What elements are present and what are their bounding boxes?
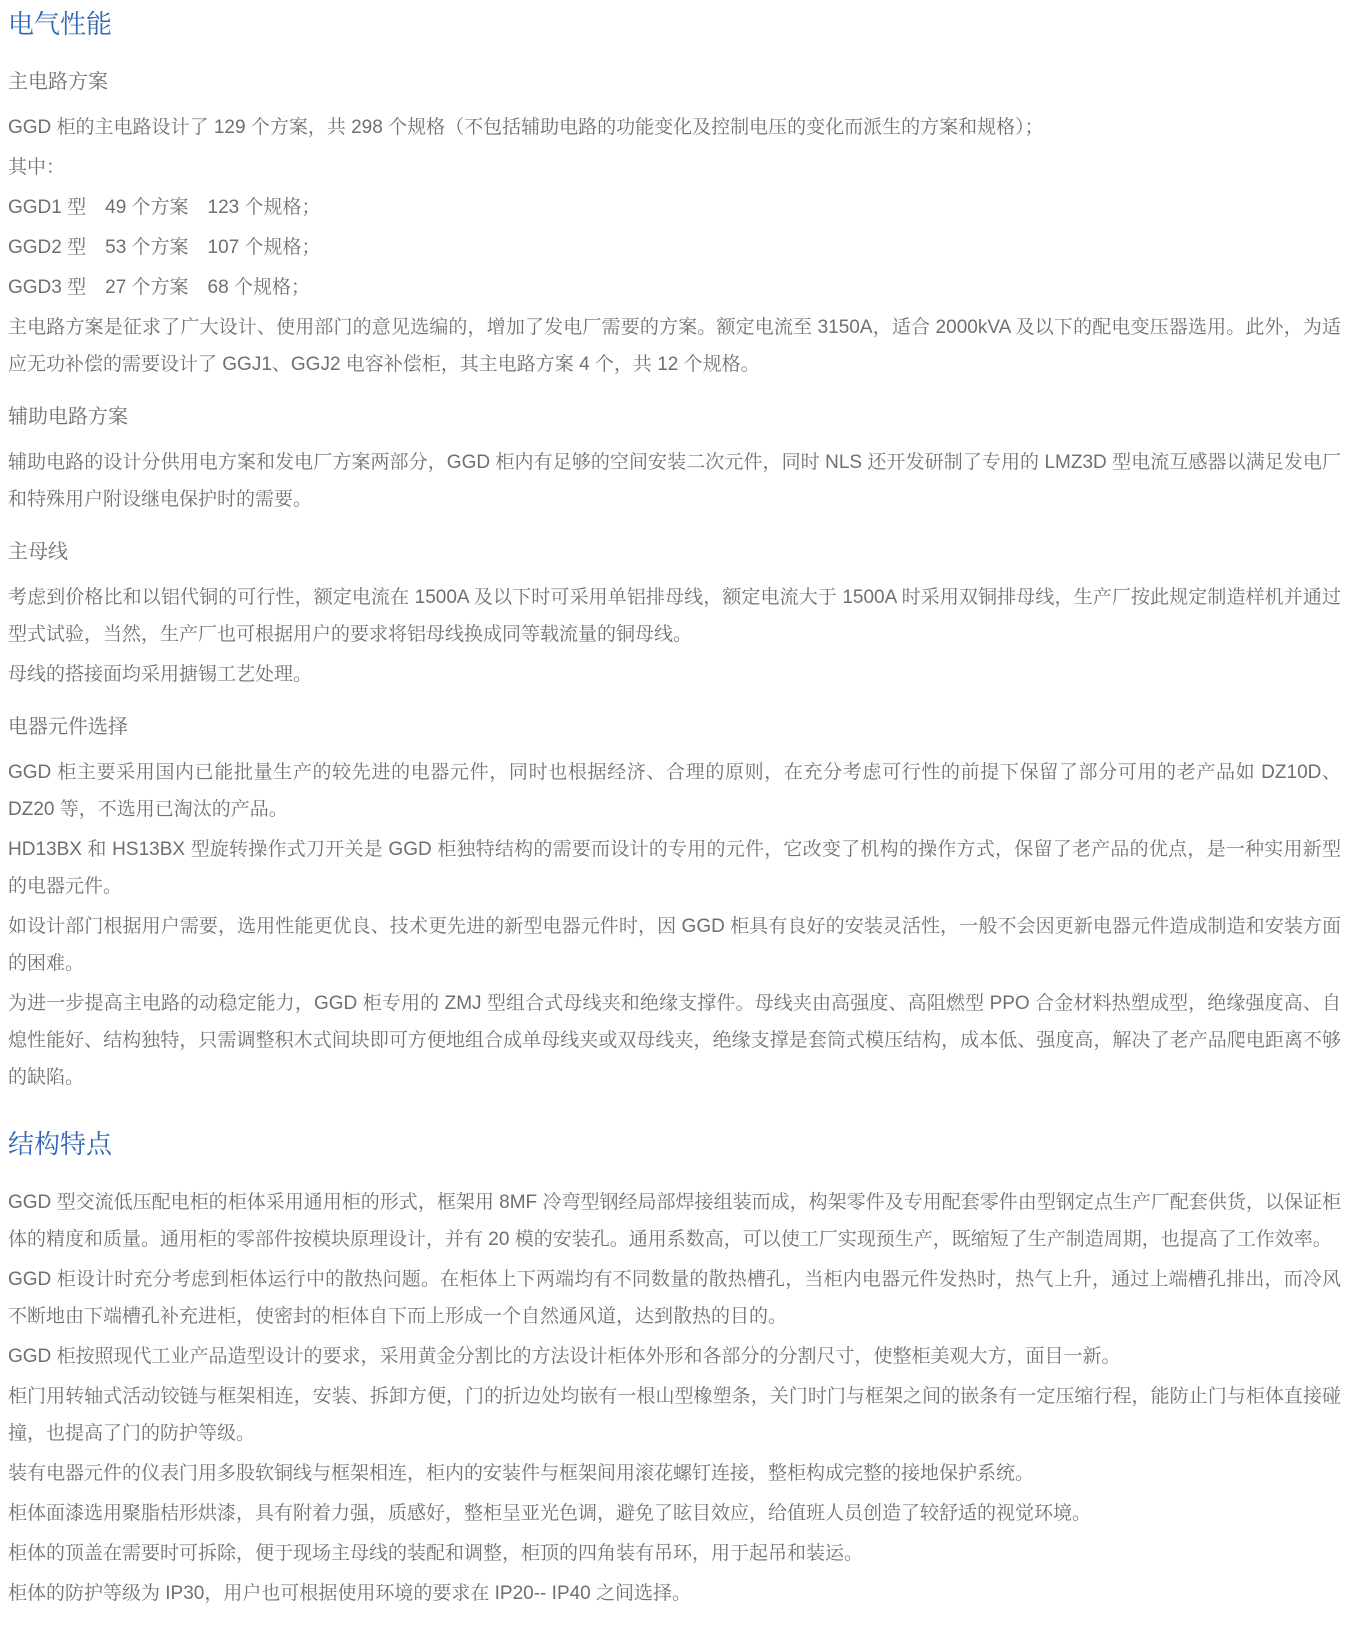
- paragraph: GGD1 型 49 个方案 123 个规格；: [8, 197, 321, 218]
- paragraph: 柜体面漆选用聚脂桔形烘漆，具有附着力强，质感好，整柜呈亚光色调，避免了眩目效应，给值班人员创造了较舒适的视觉环境。: [8, 1503, 1092, 1524]
- paragraph: HD13BX 和 HS13BX 型旋转操作式刀开关是 GGD 柜独特结构的需要而设计的专用的元件，它改变了机构的操作方式，保留了老产品的优点，是一种实用新型的电器元件。: [8, 839, 1341, 897]
- paragraph: 考虑到价格比和以铝代铜的可行性，额定电流在 1500A 及以下时可采用单铝排母线，额定电流大于 1500A 时采用双铜排母线，生产厂按此规定制造样机并通过型式试验，当然，生产厂也可根据用户的要求将铝母线换成同等载流量的铜母线。: [8, 587, 1341, 645]
- paragraph: GGD 柜设计时充分考虑到柜体运行中的散热问题。在柜体上下两端均有不同数量的散热槽孔，当柜内电器元件发热时，热气上升，通过上端槽孔排出，而冷风不断地由下端槽孔补充进柜，使密封的柜体自下而上形成一个自然通风道，达到散热的目的。: [8, 1269, 1341, 1327]
- paragraph: 装有电器元件的仪表门用多股软铜线与框架相连，柜内的安装件与框架间用滚花螺钉连接，整柜构成完整的接地保护系统。: [8, 1463, 1035, 1484]
- paragraph: GGD 柜按照现代工业产品造型设计的要求，采用黄金分割比的方法设计柜体外形和各部分的分割尺寸，使整柜美观大方，面目一新。: [8, 1346, 1121, 1367]
- paragraph: 柜体的防护等级为 IP30，用户也可根据使用环境的要求在 IP20-- IP40 之间选择。: [8, 1583, 692, 1604]
- paragraph: 为进一步提高主电路的动稳定能力，GGD 柜专用的 ZMJ 型组合式母线夹和绝缘支撑件。母线夹由高强度、高阻燃型 PPO 合金材料热塑成型，绝缘强度高、自熄性能好、结构独特，只需调整积木式间块即可方便地组合成单母线夹或双母线夹，绝缘支撑是套筒式模压结构，成本低、强度高，解决了老产品爬电距离不够的缺陷。: [8, 993, 1341, 1088]
- subsection-heading: 电器元件选择: [8, 716, 128, 738]
- paragraph: GGD3 型 27 个方案 68 个规格；: [8, 277, 310, 298]
- paragraph: GGD 柜的主电路设计了 129 个方案，共 298 个规格（不包括辅助电路的功能变化及控制电压的变化而派生的方案和规格）；: [8, 117, 1044, 138]
- section-heading: 电气性能: [8, 9, 113, 39]
- paragraph: 其中：: [8, 157, 66, 178]
- paragraph: GGD 型交流低压配电柜的柜体采用通用柜的形式，框架用 8MF 冷弯型钢经局部焊接组装而成，构架零件及专用配套零件由型钢定点生产厂配套供货，以保证柜体的精度和质量。通用柜的零部件按模块原理设计，并有 20 模的安装孔。通用系数高，可以使工厂实现预生产，既缩短了生产制造周期，也提高了工作效率。: [8, 1192, 1341, 1250]
- subsection-heading: 主母线: [8, 541, 68, 563]
- section-heading: 结构特点: [8, 1129, 113, 1159]
- paragraph: GGD 柜主要采用国内已能批量生产的较先进的电器元件，同时也根据经济、合理的原则，在充分考虑可行性的前提下保留了部分可用的老产品如 DZ10D、DZ20 等，不选用已淘汰的产品。: [8, 762, 1341, 820]
- paragraph: GGD2 型 53 个方案 107 个规格；: [8, 237, 321, 258]
- paragraph: 主电路方案是征求了广大设计、使用部门的意见选编的，增加了发电厂需要的方案。额定电流至 3150A，适合 2000kVA 及以下的配电变压器选用。此外，为适应无功补偿的需要设计了 GGJ1、GGJ2 电容补偿柜，其主电路方案 4 个，共 12 个规格。: [8, 317, 1341, 375]
- paragraph: 柜体的顶盖在需要时可拆除，便于现场主母线的装配和调整，柜顶的四角装有吊环，用于起吊和装运。: [8, 1543, 864, 1564]
- paragraph: 柜门用转轴式活动铰链与框架相连，安装、拆卸方便，门的折边处均嵌有一根山型橡塑条，关门时门与框架之间的嵌条有一定压缩行程，能防止门与柜体直接碰撞，也提高了门的防护等级。: [8, 1386, 1341, 1444]
- paragraph: 如设计部门根据用户需要，选用性能更优良、技术更先进的新型电器元件时，因 GGD 柜具有良好的安装灵活性，一般不会因更新电器元件造成制造和安装方面的困难。: [8, 916, 1341, 974]
- paragraph: 辅助电路的设计分供用电方案和发电厂方案两部分，GGD 柜内有足够的空间安装二次元件，同时 NLS 还开发研制了专用的 LMZ3D 型电流互感器以满足发电厂和特殊用户附设继电保护时的需要。: [8, 452, 1341, 510]
- paragraph: 母线的搭接面均采用搪锡工艺处理。: [8, 664, 313, 685]
- subsection-heading: 辅助电路方案: [8, 406, 128, 428]
- subsection-heading: 主电路方案: [8, 71, 108, 93]
